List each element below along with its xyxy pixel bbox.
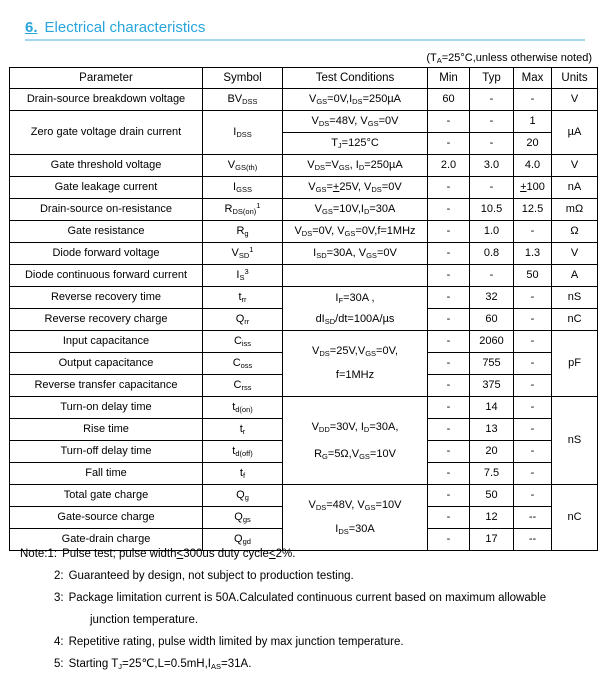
typ-cell: 7.5 <box>470 463 514 485</box>
min-cell: - <box>428 265 470 287</box>
conditions-line: $dI_{SD}/dt=100A/\mu s$ <box>315 312 395 326</box>
param-cell: Drain-source breakdown voltage <box>10 89 203 111</box>
typ-cell: 1.0 <box>470 221 514 243</box>
symbol-cell: $I_S^3$ <box>203 265 283 287</box>
max-cell: 50 <box>514 265 552 287</box>
min-cell: - <box>428 441 470 463</box>
param-cell: Input capacitance <box>10 331 203 353</box>
min-cell: - <box>428 331 470 353</box>
param-cell: Gate leakage current <box>10 177 203 199</box>
symbol-cell: $C_{iss}$ <box>203 331 283 353</box>
footnotes <box>20 543 546 675</box>
note-line <box>20 543 546 565</box>
table-header-row <box>10 68 598 89</box>
typ-cell: 375 <box>470 375 514 397</box>
units-cell: nA <box>552 177 598 199</box>
conditions-line: $I_F=30A$ , <box>335 291 375 305</box>
symbol-cell: $t_{rr}$ <box>203 287 283 309</box>
min-cell: - <box>428 463 470 485</box>
note-text: Guaranteed by design, not subject to production testing. <box>68 570 354 582</box>
note-number: 5: <box>54 658 64 670</box>
conditions-cell <box>283 287 428 331</box>
column-header-max: Max <box>514 68 552 89</box>
column-header-min: Min <box>428 68 470 89</box>
table-row <box>10 287 598 309</box>
note-text: Package limitation current is 50A.Calculated continuous current based on maximum allowable <box>68 592 547 604</box>
min-cell: - <box>428 507 470 529</box>
max-cell: - <box>514 375 552 397</box>
min-cell: - <box>428 529 470 551</box>
note-number: 3: <box>54 592 64 604</box>
param-cell: Reverse recovery time <box>10 287 203 309</box>
symbol-cell: $I_{GSS}$ <box>203 177 283 199</box>
units-cell: µA <box>552 111 598 155</box>
symbol-cell: $Q_{gs}$ <box>203 507 283 529</box>
param-cell: Diode forward voltage <box>10 243 203 265</box>
note-line <box>54 653 546 675</box>
param-cell: Reverse recovery charge <box>10 309 203 331</box>
units-cell: V <box>552 155 598 177</box>
max-cell: - <box>514 485 552 507</box>
min-cell: - <box>428 287 470 309</box>
typ-cell: 14 <box>470 397 514 419</box>
conditions-cell <box>283 485 428 551</box>
max-cell: - <box>514 353 552 375</box>
column-header-symbol: Symbol <box>203 68 283 89</box>
max-cell: - <box>514 419 552 441</box>
param-cell: Fall time <box>10 463 203 485</box>
table-row <box>10 485 598 507</box>
conditions-line: f=1MHz <box>335 369 375 381</box>
max-cell: - <box>514 309 552 331</box>
param-cell: Rise time <box>10 419 203 441</box>
symbol-cell: $Q_{gd}$ <box>203 529 283 551</box>
conditions-cell: $V_{DS}=V_{GS}$, $I_D=250\mu A$ <box>283 155 428 177</box>
conditions-cell <box>283 397 428 485</box>
conditions-line: $V_{DS}=25V,V_{GS}=0V$, <box>312 345 398 358</box>
param-cell: Gate-drain charge <box>10 529 203 551</box>
max-cell: 1.3 <box>514 243 552 265</box>
typ-cell: - <box>470 265 514 287</box>
note-line <box>54 565 546 587</box>
note-line <box>54 587 546 609</box>
typ-cell: 20 <box>470 441 514 463</box>
typ-cell: 2060 <box>470 331 514 353</box>
conditions-cell <box>283 331 428 397</box>
param-cell: Gate threshold voltage <box>10 155 203 177</box>
symbol-cell: $C_{oss}$ <box>203 353 283 375</box>
table-row <box>10 177 598 199</box>
min-cell: 2.0 <box>428 155 470 177</box>
typ-cell: 755 <box>470 353 514 375</box>
note-text: junction temperature. <box>90 614 199 626</box>
param-cell: Turn-off delay time <box>10 441 203 463</box>
typ-cell: 12 <box>470 507 514 529</box>
max-cell: - <box>514 463 552 485</box>
units-cell: mΩ <box>552 199 598 221</box>
min-cell: - <box>428 221 470 243</box>
conditions-cell: $V_{GS}=+25V$, $V_{DS}=0V$ <box>283 177 428 199</box>
table-row <box>10 331 598 353</box>
typ-cell: - <box>470 133 514 155</box>
param-cell: Output capacitance <box>10 353 203 375</box>
max-cell: - <box>514 221 552 243</box>
min-cell: - <box>428 353 470 375</box>
electrical-characteristics-table <box>9 67 598 551</box>
symbol-cell: $t_{d(off)}$ <box>203 441 283 463</box>
note-text: Pulse test; pulse width<300us duty cycle<2%. <box>62 548 296 560</box>
typ-cell: 3.0 <box>470 155 514 177</box>
param-cell: Zero gate voltage drain current <box>10 111 203 155</box>
typ-cell: 32 <box>470 287 514 309</box>
table-row <box>10 397 598 419</box>
symbol-cell: $Q_{rr}$ <box>203 309 283 331</box>
param-cell: Reverse transfer capacitance <box>10 375 203 397</box>
conditions-cell: $V_{GS}=10V,I_D=30A$ <box>283 199 428 221</box>
param-cell: Gate-source charge <box>10 507 203 529</box>
conditions-cell: $V_{DS}=0V$, $V_{GS}=0V,f=1MHz$ <box>283 221 428 243</box>
column-header-units: Units <box>552 68 598 89</box>
symbol-cell: $Q_g$ <box>203 485 283 507</box>
table-row <box>10 265 598 287</box>
note-line <box>90 609 546 631</box>
min-cell: - <box>428 397 470 419</box>
table-row <box>10 221 598 243</box>
table-row <box>10 155 598 177</box>
note-number: 1: <box>47 548 58 560</box>
min-cell: - <box>428 111 470 133</box>
units-cell: nC <box>552 485 598 551</box>
typ-cell: 50 <box>470 485 514 507</box>
column-header-parameter: Parameter <box>10 68 203 89</box>
max-cell: - <box>514 287 552 309</box>
units-cell: nS <box>552 287 598 309</box>
section-heading <box>25 19 585 41</box>
min-cell: - <box>428 309 470 331</box>
conditions-line: $R_G=5\Omega,V_{GS}=10V$ <box>314 447 396 461</box>
max-cell: - <box>514 441 552 463</box>
symbol-cell: $t_f$ <box>203 463 283 485</box>
max-cell: 1 <box>514 111 552 133</box>
min-cell: - <box>428 243 470 265</box>
test-condition-note: ($T_A=25^\circ C,unless$ otherwise noted) <box>426 52 592 65</box>
min-cell: - <box>428 133 470 155</box>
min-cell: - <box>428 419 470 441</box>
conditions-cell: $T_J=125^\circ C$ <box>283 133 428 155</box>
symbol-cell: $I_{DSS}$ <box>203 111 283 155</box>
typ-cell: 0.8 <box>470 243 514 265</box>
symbol-cell: $BV_{DSS}$ <box>203 89 283 111</box>
max-cell: 12.5 <box>514 199 552 221</box>
note-line <box>54 631 546 653</box>
max-cell: -- <box>514 529 552 551</box>
symbol-cell: $R_{DS(on)}^1$ <box>203 199 283 221</box>
conditions-cell: $I_{SD}=30A$, $V_{GS}=0V$ <box>283 243 428 265</box>
conditions-line: $V_{DD}=30V$, $I_D=30A$, <box>311 420 399 434</box>
typ-cell: - <box>470 111 514 133</box>
column-header-typ: Typ <box>470 68 514 89</box>
conditions-cell <box>283 265 428 287</box>
param-cell: Diode continuous forward current <box>10 265 203 287</box>
max-cell: 4.0 <box>514 155 552 177</box>
typ-cell: - <box>470 89 514 111</box>
note-text: Repetitive rating, pulse width limited by max junction temperature. <box>68 636 404 648</box>
note-number: 4: <box>54 636 64 648</box>
min-cell: - <box>428 375 470 397</box>
units-cell: A <box>552 265 598 287</box>
typ-cell: 10.5 <box>470 199 514 221</box>
symbol-cell: $V_{GS(th)}$ <box>203 155 283 177</box>
units-cell: Ω <box>552 221 598 243</box>
table-row <box>10 199 598 221</box>
param-cell: Drain-source on-resistance <box>10 199 203 221</box>
units-cell: V <box>552 89 598 111</box>
symbol-cell: $R_g$ <box>203 221 283 243</box>
max-cell: - <box>514 331 552 353</box>
conditions-line: $V_{DS}=48V$, $V_{GS}=10V$ <box>308 499 402 512</box>
conditions-cell: $V_{DS}=48V$, $V_{GS}=0V$ <box>283 111 428 133</box>
note-text: Starting $T_J=25℃,L=0.5mH,I_{AS}=31A$. <box>68 658 252 671</box>
table-row <box>10 243 598 265</box>
typ-cell: 17 <box>470 529 514 551</box>
symbol-cell: $V_{SD}^1$ <box>203 243 283 265</box>
column-header-test-conditions: Test Conditions <box>283 68 428 89</box>
min-cell: - <box>428 177 470 199</box>
note-number: 2: <box>54 570 64 582</box>
min-cell: - <box>428 485 470 507</box>
min-cell: 60 <box>428 89 470 111</box>
conditions-line: $I_{DS}=30A$ <box>335 523 375 536</box>
max-cell: - <box>514 397 552 419</box>
symbol-cell: $t_r$ <box>203 419 283 441</box>
max-cell: -- <box>514 507 552 529</box>
typ-cell: 60 <box>470 309 514 331</box>
page-title: Electrical characteristics <box>44 19 206 36</box>
table-row <box>10 89 598 111</box>
table-row <box>10 111 598 133</box>
note-label: Note: <box>20 548 48 560</box>
param-cell: Gate resistance <box>10 221 203 243</box>
symbol-cell: $C_{rss}$ <box>203 375 283 397</box>
min-cell: - <box>428 199 470 221</box>
units-cell: nS <box>552 397 598 485</box>
typ-cell: - <box>470 177 514 199</box>
units-cell: V <box>552 243 598 265</box>
max-cell: - <box>514 89 552 111</box>
section-number: 6. <box>25 19 38 36</box>
param-cell: Total gate charge <box>10 485 203 507</box>
max-cell: +100 <box>514 177 552 199</box>
conditions-cell: $V_{GS}=0V,I_{DS}=250\mu A$ <box>283 89 428 111</box>
param-cell: Turn-on delay time <box>10 397 203 419</box>
units-cell: nC <box>552 309 598 331</box>
units-cell: pF <box>552 331 598 397</box>
typ-cell: 13 <box>470 419 514 441</box>
symbol-cell: $t_{d(on)}$ <box>203 397 283 419</box>
max-cell: 20 <box>514 133 552 155</box>
